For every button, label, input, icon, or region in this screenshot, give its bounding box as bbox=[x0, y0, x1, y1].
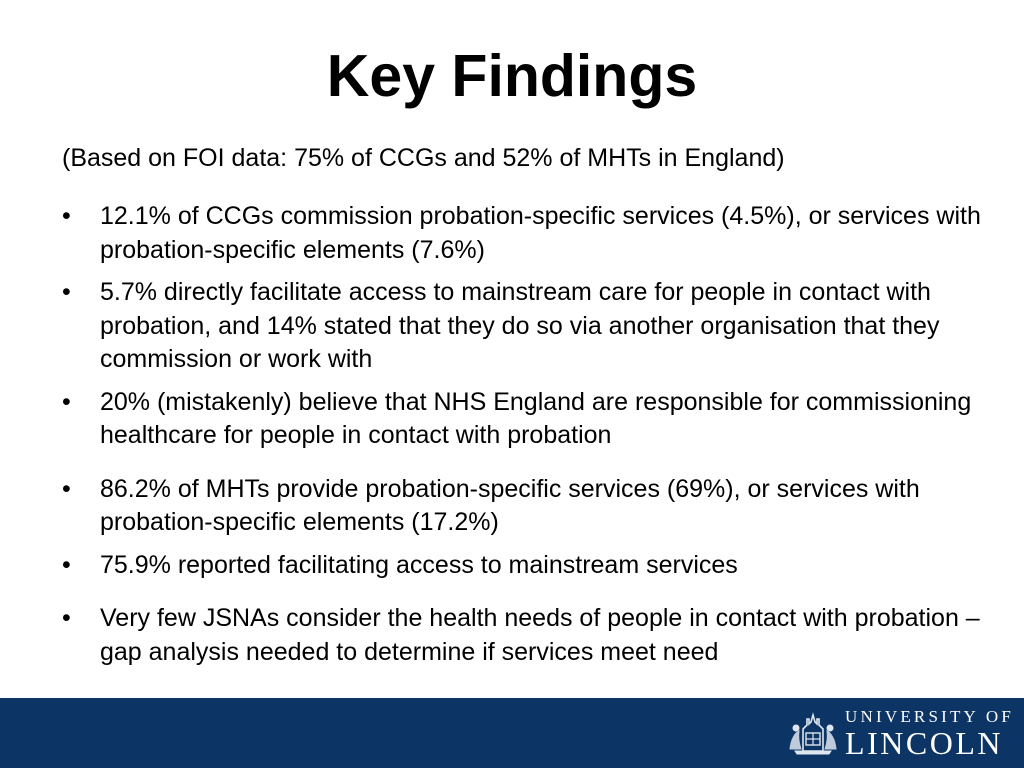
bullet-icon: • bbox=[62, 387, 71, 416]
logo-university-of: UNIVERSITY OF bbox=[845, 707, 1014, 726]
list-item bbox=[62, 549, 982, 583]
list-item bbox=[62, 473, 982, 540]
list-item bbox=[62, 602, 982, 669]
bullet-text: Very few JSNAs consider the health needs of people in contact with probation – gap analysis needed to determine if services meet need bbox=[100, 604, 980, 666]
bullet-text: 5.7% directly facilitate access to mainstream care for people in contact with probation, and 14% stated that they do so via another organisation that they commission or work with bbox=[100, 278, 940, 373]
list-item bbox=[62, 276, 982, 377]
bullet-icon: • bbox=[62, 278, 71, 306]
bullet-icon: • bbox=[62, 550, 71, 579]
logo-lincoln: LINCOLN bbox=[845, 725, 1003, 761]
slide-subtitle: (Based on FOI data: 75% of CCGs and 52% of MHTs in England) bbox=[62, 144, 785, 172]
university-logo bbox=[787, 707, 1014, 759]
bullet-text: 20% (mistakenly) believe that NHS England are responsible for commissioning healthcare for people in contact with probation bbox=[100, 387, 972, 449]
findings-list bbox=[62, 200, 982, 678]
footer-bar bbox=[0, 698, 1024, 768]
bullet-icon: • bbox=[62, 202, 71, 230]
university-crest-icon bbox=[787, 707, 839, 759]
bullet-text: 12.1% of CCGs commission probation-specific services (4.5%), or services with probation-specific elements (7.6%) bbox=[100, 202, 981, 264]
list-item bbox=[62, 386, 982, 453]
bullet-text: 86.2% of MHTs provide probation-specific services (69%), or services with probation-specific elements (17.2%) bbox=[100, 474, 920, 536]
slide-title: Key Findings bbox=[326, 43, 698, 109]
bullet-icon: • bbox=[62, 604, 71, 632]
list-item bbox=[62, 200, 982, 267]
bullet-text: 75.9% reported facilitating access to mainstream services bbox=[100, 550, 738, 579]
bullet-icon: • bbox=[62, 474, 71, 503]
